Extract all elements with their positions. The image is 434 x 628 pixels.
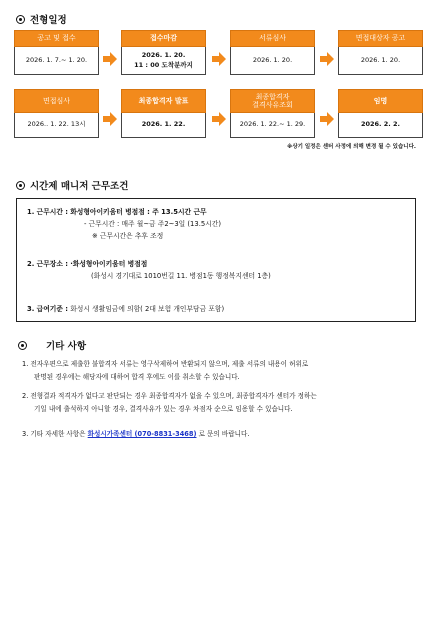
list-item-line: 판명된 경우에는 해당자에 대하여 합격 후에도 이를 취소할 수 있습니다. bbox=[34, 372, 240, 381]
step-deadline bbox=[121, 30, 206, 75]
step-body-line: 11 : 00 도착분까지 bbox=[134, 60, 193, 69]
arrow-right-icon bbox=[103, 112, 117, 126]
arrow-right-icon bbox=[212, 52, 226, 66]
step-appointment bbox=[338, 89, 423, 138]
step-head: 공고 및 접수 bbox=[14, 30, 99, 47]
step-body: 2026. 1. 20. bbox=[230, 47, 315, 75]
list-item-line: 2. 전형결과 적격자가 없다고 판단되는 경우 최종합격자가 없을 수 있으며, 최종합격자가 센터가 정하는 bbox=[22, 392, 317, 400]
arrow-right-icon bbox=[320, 112, 334, 126]
step-body: 2026. 1. 22. bbox=[121, 113, 206, 138]
section-title-conditions bbox=[16, 178, 128, 192]
step-body: 2026.. 1. 22. 13시 bbox=[14, 113, 99, 138]
work-hours-line bbox=[27, 206, 207, 216]
work-place-label: 2. 근무장소 : bbox=[27, 260, 69, 268]
salary-value: 화성시 생활임금에 의함( 2대 보험 개인부담금 포함) bbox=[70, 305, 225, 313]
step-body-line: 2026. 1. 20. bbox=[141, 51, 186, 60]
step-body: 2026. 1. 20. bbox=[338, 47, 423, 75]
arrow-right-icon bbox=[103, 52, 117, 66]
work-hours-value: 화성형아이키움터 병점점 : 주 13.5시간 근무 bbox=[70, 208, 207, 216]
circle-bullet-icon bbox=[16, 15, 25, 24]
list-item-line: 기일 내에 출석하지 아니할 경우, 결격사유가 있는 경우 차점자 순으로 임용할 수 있습니다. bbox=[34, 404, 293, 413]
work-hours-detail: - 근무시간 : 매주 월~금 주2~3일 (13.5시간) bbox=[84, 220, 221, 228]
work-place-address: (화성시 경기대로 1010번길 11. 병점1동 행정복지센터 1층) bbox=[91, 272, 271, 280]
list-item-text: 로 문의 바랍니다. bbox=[196, 430, 250, 438]
center-contact-link[interactable]: 화성시가족센터 (070-8831-3468) bbox=[87, 430, 197, 438]
list-item bbox=[22, 428, 417, 441]
step-head: 서류심사 bbox=[230, 30, 315, 47]
arrow-right-icon bbox=[212, 112, 226, 126]
list-item bbox=[22, 358, 417, 383]
step-interview bbox=[14, 89, 99, 138]
section-title-etc bbox=[18, 338, 86, 352]
step-body bbox=[121, 47, 206, 75]
salary-label: 3. 급여기준 : bbox=[27, 305, 69, 313]
step-head-line: 최종합격자 bbox=[255, 92, 290, 101]
step-head: 최종합격자 발표 bbox=[121, 89, 206, 113]
conditions-box bbox=[16, 198, 416, 322]
section-title-text: 전형일정 bbox=[30, 15, 67, 26]
step-body: 2026. 1. 22.~ 1. 29. bbox=[230, 113, 315, 138]
step-head: 임명 bbox=[338, 89, 423, 113]
section-title-schedule bbox=[16, 12, 67, 26]
work-hours-note: ※ 근무시간은 추후 조정 bbox=[92, 232, 164, 240]
circle-bullet-icon bbox=[18, 341, 27, 350]
step-interviewee-notice bbox=[338, 30, 423, 75]
step-head bbox=[230, 89, 315, 113]
list-item-text: 3. 기타 자세한 사항은 bbox=[22, 430, 88, 438]
step-document-review bbox=[230, 30, 315, 75]
step-announcement bbox=[14, 30, 99, 75]
work-hours-label: 1. 근무시간 : bbox=[27, 208, 69, 216]
circle-bullet-icon bbox=[16, 181, 25, 190]
schedule-note: ※상기 일정은 센터 사정에 의해 변경 될 수 있습니다. bbox=[286, 144, 416, 150]
list-item bbox=[22, 390, 417, 415]
work-place-value: ·화성형아이키움터 병점점 bbox=[70, 260, 148, 268]
arrow-right-icon bbox=[320, 52, 334, 66]
step-head: 접수마감 bbox=[121, 30, 206, 47]
step-disqualification-check bbox=[230, 89, 315, 138]
section-title-text: 기타 사항 bbox=[46, 341, 87, 352]
work-place-line bbox=[27, 258, 147, 268]
salary-line bbox=[27, 303, 224, 313]
section-title-text: 시간제 매니저 근무조건 bbox=[30, 181, 129, 192]
step-body: 2026. 2. 2. bbox=[338, 113, 423, 138]
step-head: 면접심사 bbox=[14, 89, 99, 113]
list-item-line: 1. 전자우편으로 제출한 불합격자 서류는 영구삭제하여 반환되지 않으며, 제출 서류의 내용이 허위로 bbox=[22, 360, 309, 368]
step-final-announcement bbox=[121, 89, 206, 138]
step-body: 2026. 1. 7.~ 1. 20. bbox=[14, 47, 99, 75]
step-head-line: 결격사유조회 bbox=[252, 101, 293, 109]
step-head: 면접대상자 공고 bbox=[338, 30, 423, 47]
